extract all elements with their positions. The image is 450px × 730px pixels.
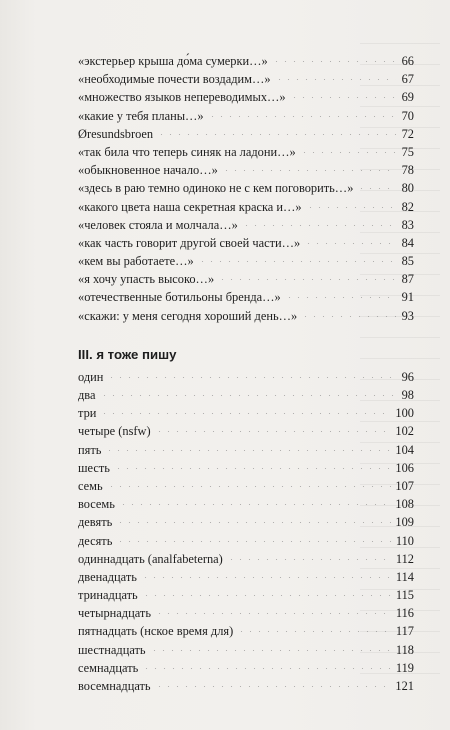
dot-leader — [275, 79, 396, 80]
entry-title: десять — [78, 533, 113, 548]
entry-title: три — [78, 406, 97, 421]
dot-leader — [285, 297, 396, 298]
entry-title: один — [78, 369, 104, 384]
entry-title: «кем вы работаете…» — [78, 254, 194, 269]
dot-leader — [155, 431, 392, 432]
toc-entry — [78, 459, 414, 477]
entry-title: «экстерьер крыша до́ма сумерки…» — [78, 54, 268, 68]
dot-leader — [304, 243, 396, 244]
dot-leader — [222, 170, 396, 171]
entry-title: «как часть говорит другой своей части…» — [78, 235, 301, 250]
entry-page-number: 104 — [395, 442, 414, 457]
toc-entry — [78, 622, 414, 640]
toc-entry — [78, 52, 414, 70]
dot-leader — [237, 631, 392, 632]
section-heading: III. я тоже пишу — [78, 346, 177, 362]
dot-leader — [100, 395, 397, 396]
entry-title: пять — [78, 442, 102, 457]
dot-leader — [157, 134, 396, 135]
entry-title: семь — [78, 478, 103, 493]
toc-list-part-3 — [78, 368, 414, 695]
entry-page-number: 110 — [395, 533, 414, 548]
toc-entry — [78, 368, 414, 386]
dot-leader — [242, 225, 396, 226]
entry-page-number: 66 — [401, 54, 414, 68]
dot-leader — [107, 377, 396, 378]
dot-leader — [116, 541, 391, 542]
entry-page-number: 107 — [395, 478, 414, 493]
dot-leader — [150, 650, 392, 651]
entry-title: «здесь в раю темно одиноко не с кем поговорить…» — [78, 181, 354, 196]
entry-title: «скажи: у меня сегодня хороший день…» — [78, 308, 298, 323]
entry-page-number: 82 — [401, 199, 414, 214]
dot-leader — [107, 486, 392, 487]
toc-entry — [78, 270, 414, 288]
dot-leader — [114, 468, 391, 469]
entry-page-number: 78 — [401, 163, 414, 178]
entry-page-number: 83 — [401, 217, 414, 232]
toc-entry — [78, 143, 414, 161]
table-of-contents — [78, 52, 414, 695]
toc-entry — [78, 568, 414, 586]
entry-page-number: 112 — [395, 551, 414, 566]
toc-entry — [78, 307, 414, 325]
toc-entry — [78, 604, 414, 622]
entry-page-number: 121 — [395, 679, 414, 693]
entry-title: пятнадцать (нское время для) — [78, 624, 234, 639]
toc-entry — [78, 422, 414, 440]
toc-entry — [78, 107, 414, 125]
dot-leader — [306, 207, 396, 208]
dot-leader — [300, 152, 396, 153]
entry-title: «так била что теперь синяк на ладони…» — [78, 144, 296, 159]
toc-entry — [78, 179, 414, 197]
toc-entry — [78, 386, 414, 404]
toc-entry — [78, 477, 414, 495]
dot-leader — [290, 97, 396, 98]
toc-entry — [78, 586, 414, 604]
entry-page-number: 117 — [395, 624, 414, 639]
entry-title: Øresundsbroen — [78, 126, 154, 141]
entry-title: восемнадцать — [78, 679, 151, 693]
entry-page-number: 118 — [395, 642, 414, 657]
dot-leader — [142, 595, 392, 596]
dot-leader — [155, 686, 392, 687]
toc-entry — [78, 288, 414, 306]
toc-entry — [78, 70, 414, 88]
toc-entry — [78, 641, 414, 659]
entry-title: два — [78, 388, 96, 402]
toc-entry — [78, 532, 414, 550]
entry-page-number: 87 — [401, 272, 414, 287]
dot-leader — [100, 413, 391, 414]
entry-page-number: 75 — [401, 144, 414, 159]
toc-entry — [78, 677, 414, 695]
entry-title: «человек стояла и молчала…» — [78, 217, 238, 232]
dot-leader — [301, 316, 396, 317]
toc-entry — [78, 513, 414, 531]
entry-page-number: 100 — [395, 406, 414, 421]
entry-page-number: 108 — [395, 497, 414, 512]
entry-page-number: 114 — [395, 569, 414, 584]
entry-title: «множество языков непереводимых…» — [78, 90, 286, 105]
entry-title: четырнадцать — [78, 606, 151, 621]
entry-page-number: 80 — [401, 181, 414, 196]
toc-entry — [78, 234, 414, 252]
dot-leader — [198, 261, 396, 262]
dot-leader — [272, 61, 396, 62]
toc-entry — [78, 495, 414, 513]
entry-page-number: 67 — [401, 72, 414, 87]
toc-entry — [78, 659, 414, 677]
entry-page-number: 85 — [401, 254, 414, 269]
entry-title: «я хочу упасть высоко…» — [78, 272, 215, 287]
toc-entry — [78, 404, 414, 422]
dot-leader — [141, 577, 392, 578]
entry-title: семнадцать — [78, 660, 139, 675]
entry-page-number: 115 — [395, 588, 414, 603]
dot-leader — [155, 613, 392, 614]
entry-page-number: 72 — [401, 126, 414, 141]
entry-page-number: 102 — [395, 424, 414, 439]
toc-entry — [78, 198, 414, 216]
entry-page-number: 91 — [401, 290, 414, 305]
entry-page-number: 119 — [395, 660, 414, 675]
entry-title: восемь — [78, 497, 115, 512]
toc-entry — [78, 88, 414, 106]
entry-title: девять — [78, 515, 113, 530]
dot-leader — [227, 559, 392, 560]
entry-title: «обыкновенное начало…» — [78, 163, 218, 178]
toc-list-part-2 — [78, 52, 414, 325]
entry-page-number: 98 — [401, 388, 414, 402]
toc-entry — [78, 161, 414, 179]
entry-page-number: 70 — [401, 108, 414, 123]
dot-leader — [105, 450, 391, 451]
entry-page-number: 116 — [395, 606, 414, 621]
entry-page-number: 93 — [401, 308, 414, 323]
dot-leader — [208, 116, 396, 117]
dot-leader — [357, 188, 396, 189]
dot-leader — [142, 668, 392, 669]
entry-page-number: 96 — [401, 369, 414, 384]
entry-page-number: 106 — [395, 460, 414, 475]
entry-page-number: 109 — [395, 515, 414, 530]
entry-title: «отечественные ботильоны бренда…» — [78, 290, 281, 305]
toc-entry — [78, 252, 414, 270]
toc-entry — [78, 550, 414, 568]
entry-title: шестнадцать — [78, 642, 146, 657]
entry-title: «какие у тебя планы…» — [78, 108, 204, 123]
dot-leader — [116, 522, 391, 523]
entry-page-number: 84 — [401, 235, 414, 250]
entry-title: «какого цвета наша секретная краска и…» — [78, 199, 302, 214]
entry-page-number: 69 — [401, 90, 414, 105]
entry-title: двенадцать — [78, 569, 137, 584]
entry-title: шесть — [78, 460, 110, 475]
toc-entry — [78, 125, 414, 143]
entry-title: тринадцать — [78, 588, 138, 603]
entry-title: «необходимые почести воздадим…» — [78, 72, 271, 87]
toc-entry — [78, 216, 414, 234]
toc-entry — [78, 441, 414, 459]
dot-leader — [218, 279, 396, 280]
entry-title: четыре (nsfw) — [78, 424, 151, 439]
dot-leader — [119, 504, 391, 505]
entry-title: одиннадцать (analfabeterna) — [78, 551, 223, 566]
